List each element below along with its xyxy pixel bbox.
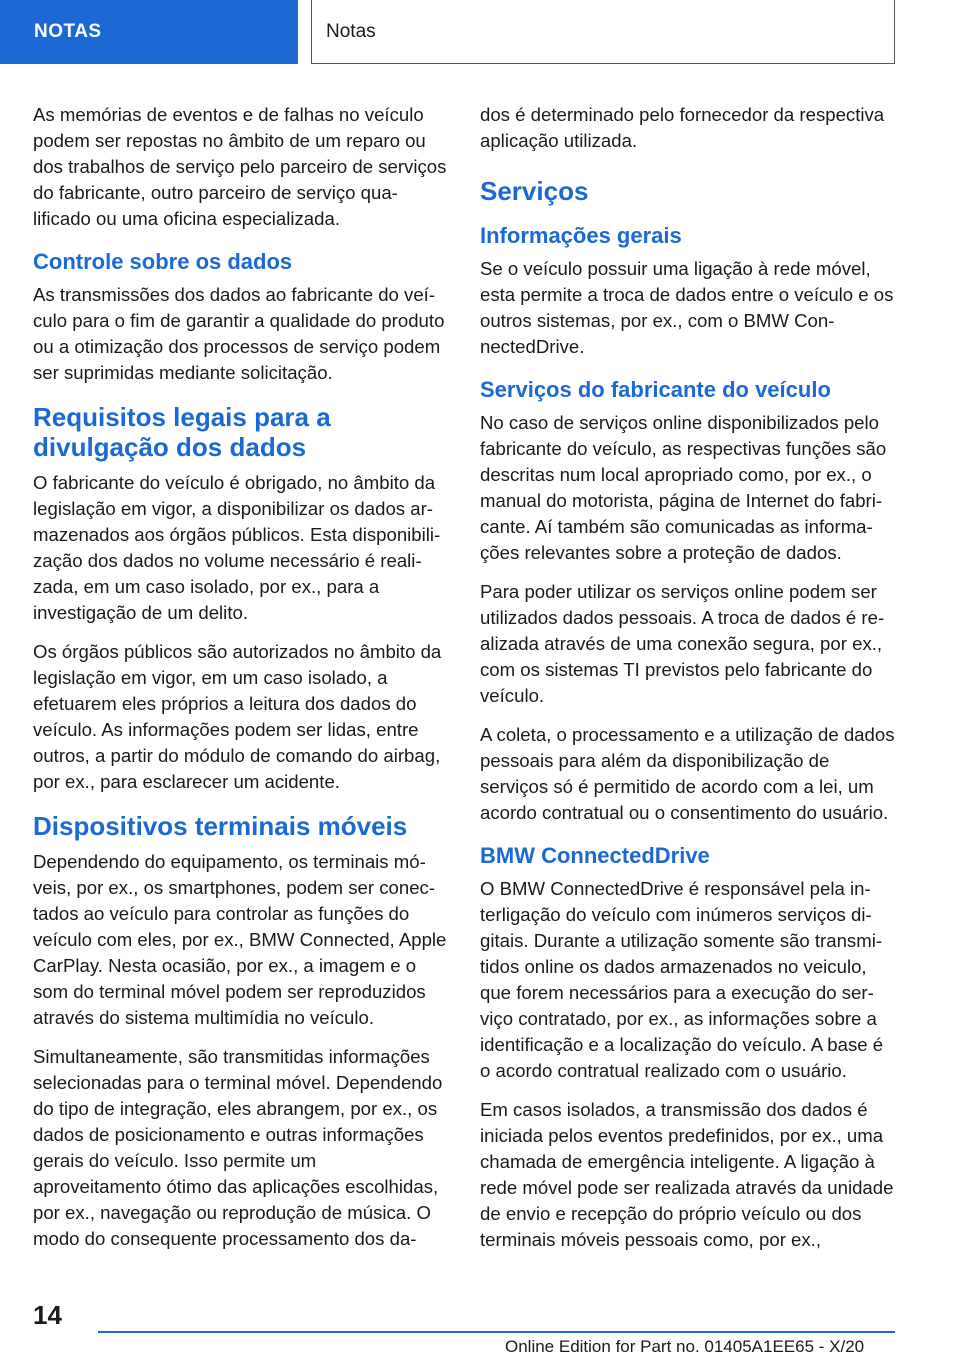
paragraph: dos é determinado pelo fornecedor da respectiva aplicação utilizada. bbox=[480, 104, 885, 151]
paragraph: As memórias de eventos e de falhas no veículo podem ser repostas no âmbito de um reparo ou dos trabalhos de serviço pelo parceiro de serviços do fabricante, outro parceiro de serviço qualificado ou uma oficina especializada. bbox=[33, 104, 447, 229]
paragraph: Se o veículo possuir uma ligação à rede móvel, esta permite a troca de dados entre o veículo e os outros sistemas, por ex., com o BMW ConnectedDrive. bbox=[480, 258, 894, 357]
section-tab: NOTAS bbox=[0, 0, 298, 64]
paragraph: No caso de serviços online disponibilizados pelo fabricante do veículo, as respectivas funções são descritas num local apropriado como, por ex., o manual do motorista, página de Internet do fabricante. Aí também são comunicadas as informações relevantes sobre a proteção de dados. bbox=[480, 412, 887, 563]
paragraph: Simultaneamente, são transmitidas informações selecionadas para o terminal móvel. Dependendo do tipo de integração, eles abrangem, por ex., os dados de posicionamento e outras informações gerais do veículo. Isso permite um aproveitamento ótimo das aplicações escolhidas, por ex., navegação ou reprodução de música. O modo do consequente processamento dos da- bbox=[33, 1046, 443, 1249]
heading-bmw-connecteddrive: BMW ConnectedDrive bbox=[480, 843, 710, 868]
paragraph: A coleta, o processamento e a utilização de dados pessoais para além da disponibilização de serviços só é permitido de acordo com a lei, um acordo contratual ou o consentimento do usuário. bbox=[480, 724, 895, 823]
page-header-title: Notas bbox=[311, 0, 895, 64]
heading-servicos: Serviços bbox=[480, 176, 589, 206]
footer-divider bbox=[98, 1331, 895, 1333]
paragraph: Os órgãos públicos são autorizados no âmbito da legislação em vigor, em um caso isolado, a efetuarem eles próprios a leitura dos dados do veículo. As informações podem ser lidas, entre outros, a partir do módulo de comando do airbag, por ex., para esclarecer um acidente. bbox=[33, 641, 442, 792]
paragraph: O fabricante do veículo é obrigado, no âmbito da legislação em vigor, a disponibilizar os dados armazenados aos órgãos públicos. Esta disponibilização dos dados no volume necessário é realizada, em um caso isolado, por ex., para a investigação de um delito. bbox=[33, 472, 441, 623]
page-number: 14 bbox=[33, 1300, 62, 1330]
heading-requisitos-legais: Requisitos legais para a divulgação dos dados bbox=[33, 402, 331, 462]
paragraph: As transmissões dos dados ao fabricante do veículo para o fim de garantir a qualidade do produto ou a otimização dos processos de serviço podem ser suprimidas mediante solicitação. bbox=[33, 284, 445, 383]
right-column bbox=[480, 102, 896, 1266]
heading-informacoes-gerais: Informações gerais bbox=[480, 223, 682, 248]
heading-servicos-fabricante: Serviços do fabricante do veículo bbox=[480, 377, 831, 402]
left-column bbox=[33, 102, 449, 1265]
heading-controle-dados: Controle sobre os dados bbox=[33, 249, 293, 274]
heading-dispositivos-moveis: Dispositivos terminais móveis bbox=[33, 811, 408, 841]
paragraph: Para poder utilizar os serviços online podem ser utilizados dados pessoais. A troca de dados é realizada através de uma conexão segura, por ex., com os sistemas TI previstos pelo fabricante do veículo. bbox=[480, 581, 885, 706]
footer-edition-text: Online Edition for Part no. 01405A1EE65 - X/20 bbox=[505, 1337, 865, 1356]
paragraph: O BMW ConnectedDrive é responsável pela interligação do veículo com inúmeros serviços digitais. Durante a utilização somente são transmitidos online os dados armazenados no veiculo, que forem necessários para a execução do serviço contratado, por ex., as informações sobre a identificação e a localização do veículo. A base é o acordo contratual realizado com o usuário. bbox=[480, 878, 884, 1081]
paragraph: Dependendo do equipamento, os terminais móveis, por ex., os smartphones, podem ser conectados ao veículo para controlar as funções do veículo com eles, por ex., BMW Connected, Apple CarPlay. Nesta ocasião, por ex., a imagem e o som do terminal móvel podem ser reproduzidos através do sistema multimídia no veículo. bbox=[33, 851, 447, 1028]
paragraph: Em casos isolados, a transmissão dos dados é iniciada pelos eventos predefinidos, por ex., uma chamada de emergência inteligente. A ligação à rede móvel pode ser realizada através da unidade de envio e recepção do próprio veículo ou dos terminais móveis pessoais como, por ex., bbox=[480, 1099, 894, 1250]
